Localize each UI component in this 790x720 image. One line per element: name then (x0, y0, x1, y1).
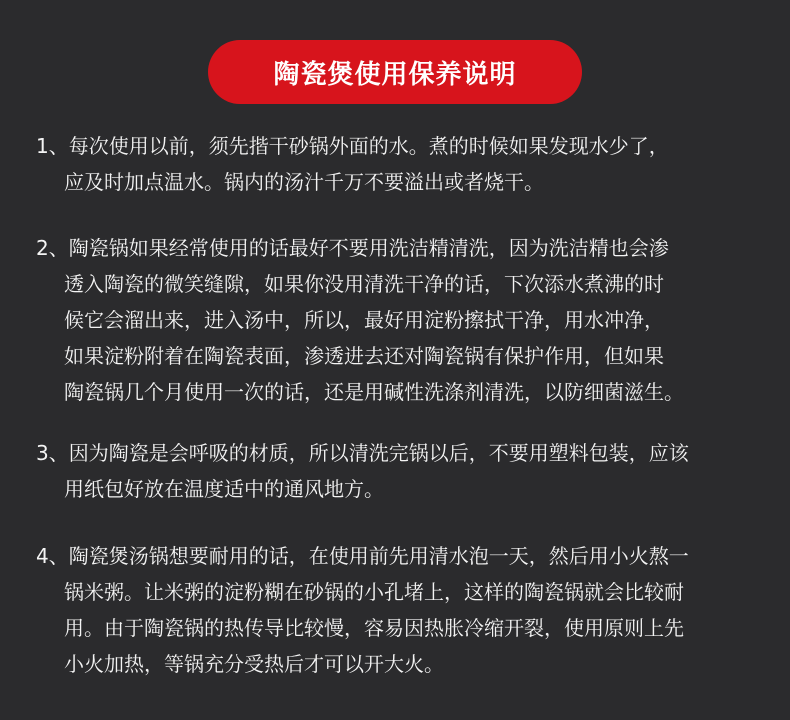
section-line: 如果淀粉附着在陶瓷表面，渗透进去还对陶瓷锅有保护作用，但如果 (64, 344, 664, 368)
section-line: 3、因为陶瓷是会呼吸的材质，所以清洗完锅以后，不要用塑料包装，应该 (36, 441, 689, 465)
section-line: 用。由于陶瓷锅的热传导比较慢，容易因热胀冷缩开裂，使用原则上先 (64, 616, 684, 640)
section-line: 2、陶瓷锅如果经常使用的话最好不要用洗洁精清洗，因为洗洁精也会渗 (36, 236, 669, 260)
instruction-section-1 (36, 128, 669, 200)
section-line: 锅米粥。让米粥的淀粉糊在砂锅的小孔堵上，这样的陶瓷锅就会比较耐 (64, 580, 684, 604)
section-line: 1、每次使用以前，须先揩干砂锅外面的水。煮的时候如果发现水少了， (36, 134, 669, 158)
section-line: 4、陶瓷煲汤锅想要耐用的话，在使用前先用清水泡一天，然后用小火熬一 (36, 544, 689, 568)
section-line: 应及时加点温水。锅内的汤汁千万不要溢出或者烧干。 (64, 170, 544, 194)
section-line: 陶瓷锅几个月使用一次的话，还是用碱性洗涤剂清洗，以防细菌滋生。 (64, 380, 684, 404)
instruction-section-4 (36, 538, 689, 682)
instruction-section-3 (36, 435, 689, 507)
section-line: 候它会溜出来，进入汤中，所以，最好用淀粉擦拭干净，用水冲净， (64, 308, 664, 332)
section-line: 小火加热，等锅充分受热后才可以开大火。 (64, 652, 444, 676)
title-banner (208, 40, 582, 104)
page-title: 陶瓷煲使用保养说明 (273, 59, 517, 90)
section-line: 用纸包好放在温度适中的通风地方。 (64, 477, 384, 501)
instruction-section-2 (36, 230, 684, 410)
section-line: 透入陶瓷的微笑缝隙，如果你没用清洗干净的话，下次添水煮沸的时 (64, 272, 664, 296)
